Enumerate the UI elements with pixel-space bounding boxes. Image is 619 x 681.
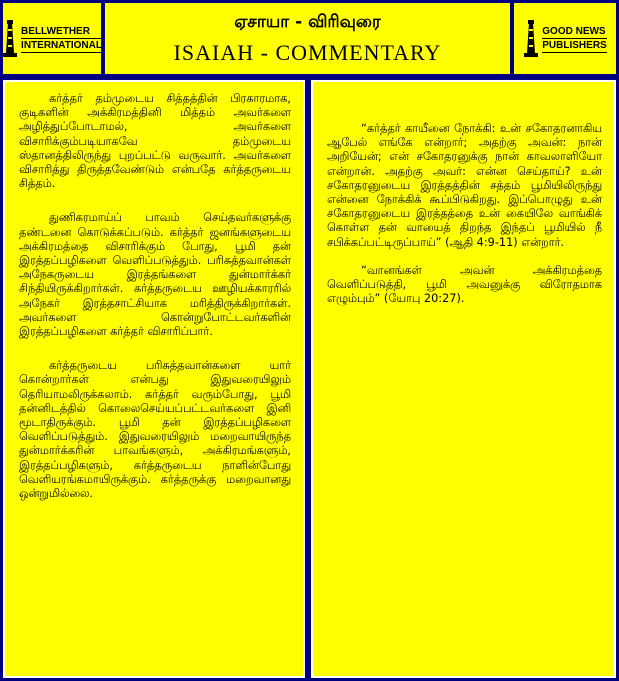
page-header: [105, 3, 510, 74]
lighthouse-icon: [523, 19, 539, 59]
lighthouse-icon: [2, 19, 18, 59]
good-news-logo: [523, 19, 606, 59]
right-column: [311, 80, 616, 678]
logo-left-line1: BELLWETHER: [21, 25, 102, 39]
right-paragraph-1: “கர்த்தர் காயீனை நோக்கி: உன் சகோதரனாகிய ஆபேல் எங்கே என்றார்; அதற்கு அவன்: நான் அறியேன்; என் சகோதரனுக்கு நான் காவலாளியோ என்றான். அதற்கு அவர்: என்ன செய்தாய்? உன் சகோதரனுடைய இரத்தத்தின் சத்தம் பூமியிலிருந்து என்னை நோக்கிக் கூப்பிடுகிறது. இப்பொழுது உன் சகோதரனுடைய இரத்தத்தை உன் கையிலே வாங்கிக் கொள்ள தன் வாயைத் திறந்த இந்தப் பூமியில் நீ சபிக்கப்பட்டிருப்பாய்” (ஆதி 4:9-11) என்றார்.: [327, 122, 602, 249]
left-paragraph-2: துணிகரமாய்ப் பாவம் செய்தவர்களுக்கு தண்டனை கொடுக்கப்படும். கர்த்தர் ஜனங்களுடைய அக்கிரமத்தை விசாரிக்கும் போது, பூமி தன் இரத்தப்பழிகளை வெளிப்படுத்தும். பரிசுத்தவான்கள் அநேகருடைய இரத்தங்களை துன்மார்க்கர் சிந்தியிருக்கிறார்கள். கர்த்தருடைய ஊழியக்காரரில் அநேகர் இரத்தசாட்சியாக மரித்திருக்கிறார்கள். அவர்களை கொன்றுபோட்டவர்களின் இரத்தப்பழிகளை கர்த்தர் விசாரிப்பார்.: [19, 211, 291, 339]
right-paragraph-2: “வானங்கள் அவன் அக்கிரமத்தை வெளிப்படுத்தி, பூமி அவனுக்கு விரோதமாக எழும்பும்” (யோபு 20:27).: [327, 263, 602, 306]
bellwether-logo: [2, 19, 102, 59]
english-title: ISAIAH - COMMENTARY: [173, 40, 442, 65]
left-paragraph-1: கர்த்தர் தம்முடைய சித்தத்தின் பிரகாரமாக, குடிகளின் அக்கிரமத்தினி மித்தம் அவர்களை அழித்துப்போடாமல், அவர்களை விசாரிக்கும்படியாகவே தம்முடைய ஸ்தானத்திலிருந்து புறப்பட்டு வருவார். அவர்களை விசாரித்து திருத்தவேண்டும் என்பதே கர்த்தருடைய சித்தம்.: [19, 92, 291, 191]
left-column: [3, 80, 305, 678]
bellwether-logo-box: [3, 3, 101, 74]
logo-right-line2: PUBLISHERS: [542, 39, 607, 51]
tamil-title: ஏசாயா - விரிவுரை: [234, 12, 381, 32]
left-paragraph-3: கர்த்தருடைய பரிசுத்தவான்களை யார் கொன்றார்கள் என்பது இதுவரையிலும் தெரியாமலிருக்கலாம். கர்த்தர் வரும்போது, பூமி தன்னிடத்தில் கொலைசெய்யப்பட்டவர்களை இனி மூடாதிருக்கும். பூமி தன் இரத்தப்பழிகளை வெளிப்படுத்தும். இதுவரையிலும் மறைவாயிருந்த துன்மார்க்கரின் பாவங்களும், அக்கிரமங்களும், இரத்தப்பழிகளும், கர்த்தருடைய நாளின்போது வெளியரங்கமாயிருக்கும். கர்த்தருக்கு மறைவானது ஒன்றுமில்லை.: [19, 359, 291, 501]
logo-left-line2: INTERNATIONAL: [21, 39, 102, 51]
logo-right-line1: GOOD NEWS: [542, 25, 606, 37]
good-news-logo-box: [514, 3, 616, 74]
